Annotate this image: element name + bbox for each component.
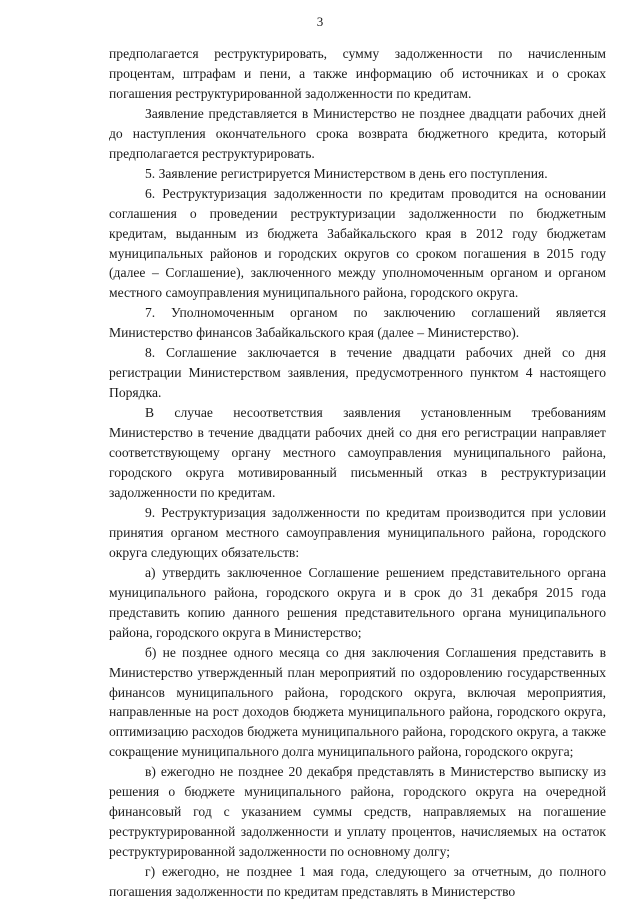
paragraph-item-7: 7. Уполномоченным органом по заключению соглашений является Министерство финансов Забайкальского края (далее – Министерство). [109,305,606,341]
paragraph-application-deadline: Заявление представляется в Министерство не позднее двадцати рабочих дней до наступления окончательного срока возврата бюджетного кредита, который предполагается реструктурировать. [109,105,606,161]
paragraph-continuation: предполагается реструктурировать, сумму задолженности по начисленным процентам, штрафам и пени, а также информацию об источниках и о сроках погашения реструктурированной задолженности по кредитам. [109,46,606,101]
paragraph-item-9c: в) ежегодно не позднее 20 декабря представлять в Министерство выписку из решения о бюджете муниципального района, городского округа на очередной финансовый год с указанием суммы средств, направляемых на погашение реструктурированной задолженности и уплату процентов, начисляемых на остаток реструктурированной задолженности по основному долгу; [109,764,606,860]
paragraph-item-9a: а) утвердить заключенное Соглашение решением представительного органа муниципального района, городского округа и в срок до 31 декабря 2015 года представить копию данного решения представительного органа муниципального района, городского округа в Министерство; [109,564,606,640]
paragraph-item-9d: г) ежегодно, не позднее 1 мая года, следующего за отчетным, до полного погашения задолженности по кредитам представлять в Министерство [109,864,606,900]
paragraph-item-6: 6. Реструктуризация задолженности по кредитам проводится на основании соглашения о проведении реструктуризации задолженности по бюджетным кредитам, выданным из бюджета Забайкальского края в 2012 году бюджетам муниципальных районов и городских округов со сроком погашения в 2015 году (далее – Соглашение), заключенного между уполномоченным органом и органом местного самоуправления муниципального района, городского округа. [109,185,606,301]
paragraph-refusal: В случае несоответствия заявления установленным требованиям Министерство в течение двадцати рабочих дней со дня его регистрации направляет соответствующему органу местного самоуправления муниципального района, городского округа мотивированный письменный отказ в реструктуризации задолженности по кредитам. [109,405,606,500]
paragraph-item-9b: б) не позднее одного месяца со дня заключения Соглашения представить в Министерство утвержденный план мероприятий по оздоровлению государственных финансов муниципального района, городского округа, включая мероприятия, направленные на рост доходов бюджета муниципального района, городского округа, оптимизацию расходов бюджета муниципального района, городского округа, а также сокращение муниципального долга муниципального района, городского округа; [109,644,606,760]
page-number: 3 [316,14,324,29]
paragraph-item-9: 9. Реструктуризация задолженности по кредитам производится при условии принятия органом местного самоуправления муниципального района, городского округа следующих обязательств: [109,504,606,560]
paragraph-item-8: 8. Соглашение заключается в течение двадцати рабочих дней со дня регистрации Министерством заявления, предусмотренного пунктом 4 настоящего Порядка. [109,345,606,401]
body-text [109,44,606,902]
paragraph-item-5: 5. Заявление регистрируется Министерством в день его поступления. [145,165,548,181]
